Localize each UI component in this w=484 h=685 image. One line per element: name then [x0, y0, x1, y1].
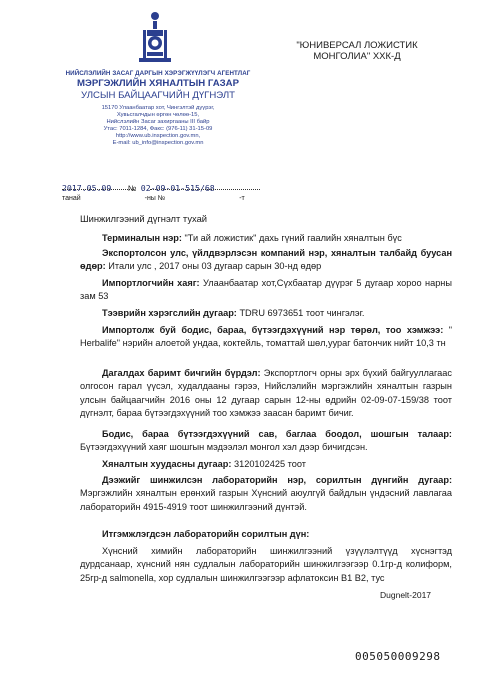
reference-date-number: [62, 178, 272, 196]
field-label: Импортолж буй бодис, бараа, бүтээгдэхүүний нэр төрөл, тоо хэмжээ:: [102, 325, 444, 335]
paragraph-packaging: [80, 428, 452, 455]
paragraph-terminal: [80, 232, 452, 245]
field-value: "Ти ай ложистик" дахь гүний гаалийн хяналтын бүс: [184, 233, 402, 243]
recipient-line: "ЮНИВЕРСАЛ ЛОЖИСТИК: [296, 40, 418, 51]
paragraph-test-result: [80, 528, 452, 541]
field-value: Итали улс , 2017 оны 03 дугаар сарын 30-нд өдөр: [108, 261, 322, 272]
department-name: МЭРГЭЖЛИЙН ХЯНАЛТЫН ГАЗАР: [77, 78, 239, 89]
paragraph-control-sheet: [80, 458, 452, 471]
address-line: Хувьсгалчдын өргөн чөлөө-15,: [116, 112, 200, 119]
field-label: Итгэмжлэгдсэн лабораторийн сорилтын дүн:: [102, 529, 310, 539]
paragraph-laboratory: [80, 474, 452, 514]
handwritten-number: 02-09-01-515/68: [140, 183, 215, 193]
paragraph-importer: [80, 277, 452, 304]
field-label: Дээжийг шинжилсэн лабораторийн нэр, сорилтын дүнгийн дугаар:: [102, 475, 452, 485]
handwritten-date: 2017.05.09: [62, 183, 112, 193]
address-line: Нийслэлийн Засаг захиргааны III байр: [106, 119, 210, 126]
field-value: " Herbalife" нэрийн алоетой ундаа, коктейль, томаттай шөл,уураг батончик нийт 10,3 тн: [80, 325, 452, 349]
recipient-block: [262, 40, 452, 62]
reference-yours: [62, 195, 272, 202]
tanai-label: танай: [62, 195, 81, 202]
field-value: Улаанбаатар хот,Сүхбаатар дүүрэг 5 дугаар хороо нарны зам 53: [80, 278, 452, 302]
field-value: Бүтээгдэхүүний хаяг шошгын мэдээлэл монгол хэл дээр бичигдсэн.: [80, 442, 368, 453]
recipient-line: МОНГОЛИА" ХХК-Д: [313, 51, 401, 62]
field-label: Терминалын нэр:: [102, 233, 182, 243]
barcode-number: 005050009298: [355, 650, 441, 663]
field-value: Экспортлогч орны эрх бүхий байгууллагаас олгосон гарал үүсэл, худалдааны гэрээ, Нийслэлийн мэргэжлийн хяналтын газрын улсын байцаагчийн 2016 оны 12 дугаар сарын 12-ны өдрийн 02-09-07-159/38 тоот дүгнэлт, бараа бүтээгдэхүүний тоо хэмжээ заасан баримт бичиг.: [80, 368, 452, 419]
field-label: Экспортолсон улс, үйлдвэрлэсэн компаний нэр, хяналтын талбайд буусан өдөр:: [80, 248, 452, 272]
field-label: Дагалдах баримт бичгийн бүрдэл:: [102, 368, 261, 378]
paragraph-goods: [80, 324, 452, 351]
agency-name: НИЙСЛЭЛИЙН ЗАСАГ ДАРГЫН ХЭРЭГЖҮҮЛЭГЧ АГЕНТЛАГ: [65, 70, 251, 77]
number-prefix: №: [127, 184, 137, 193]
paragraph-documents: [80, 367, 452, 421]
paragraph-exporter: [80, 247, 452, 274]
field-value: TDRU 6973651 тоот чингэлэг.: [239, 308, 365, 318]
address-line: E-mail: ub_info@inspection.gov.mn: [112, 140, 204, 147]
t-label: -т: [239, 195, 245, 202]
subject-line: Шинжилгээний дүгнэлт тухай: [80, 213, 208, 224]
field-label: Тээврийн хэрэгслийн дугаар:: [102, 308, 237, 318]
no-label: -ны №: [144, 195, 166, 202]
field-label: Бодис, бараа бүтээгдэхүүний сав, баглаа боодол, шошгын талаар:: [102, 429, 452, 439]
paragraph-test-result-text: [80, 545, 452, 585]
paragraph-vehicle: [80, 307, 452, 320]
document-type: УЛСЫН БАЙЦААГЧИЙН ДҮГНЭЛТ: [80, 90, 236, 101]
field-label: Импортлогчийн хаяг:: [102, 278, 200, 288]
contact-address: [58, 105, 258, 148]
field-label: Хяналтын хуудасны дугаар:: [102, 459, 232, 469]
field-value: 3120102425 тоот: [233, 459, 306, 469]
state-emblem-icon: [133, 10, 177, 68]
field-value: Мэргэжлийн хяналтын ерөнхий газрын Хүнсний аюулгүй байдлын үндэсний лавлагаа лабораторийн 4915-4919 тоот шинжилгээний дүнтэй.: [80, 488, 452, 512]
address-line: 15170 Улаанбаатар хот, Чингэлтэй дүүрэг,: [101, 105, 215, 111]
address-line: Утас: 7011-1284, Факс: (976-11) 31-15-09: [103, 126, 213, 133]
address-line: http://www.ub.inspection.gov.mn,: [115, 133, 201, 140]
footer-tag: Dugnelt-2017: [380, 590, 432, 600]
field-value: Хүнсний химийн лабораторийн шинжилгээний үзүүлэлтүүд хүснэгтэд дурдсанаар, хүнсний нян судлалын лабораторийн шинжилгээгээр 0.1гр-д колиформ, 25гр-д salmonella, хор судлалын шинжилгээгээр афлатоксин B1 B2, тус: [80, 546, 452, 583]
